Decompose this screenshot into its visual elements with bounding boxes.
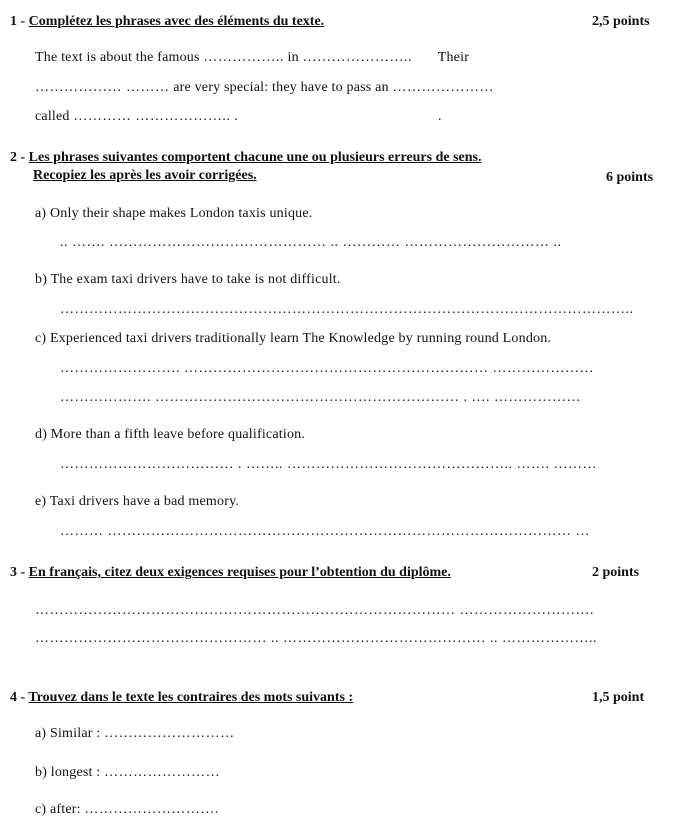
q4-number: 4 -	[10, 690, 26, 705]
q2-item-c: c) Experienced taxi drivers traditionally learn The Knowledge by running round London.	[35, 331, 552, 346]
q1-blank-5[interactable]: ………… ……………….. .	[73, 109, 239, 124]
q1-line-1	[35, 50, 469, 66]
q2-item-c-answer-1[interactable]: ……………………. ……………………………………………………… …………………	[60, 361, 594, 376]
q1-line1-text-c: Their	[437, 50, 470, 65]
q1-blank-3[interactable]: ……………… ………	[35, 80, 170, 95]
q1-title: Complétez les phrases avec des éléments du texte.	[28, 14, 325, 29]
q1-number: 1 -	[10, 14, 26, 29]
q3-answer-1[interactable]: …………………………………………………………………………… ……………………….	[35, 603, 594, 618]
q1-line1-text-b: in	[287, 50, 299, 65]
q1-line1-text-a: The text is about the famous	[35, 50, 200, 65]
q3-number: 3 -	[10, 565, 26, 580]
q2-item-a-answer[interactable]: .. ……. ……………………………………… .. ………… ………………………… ..	[60, 235, 562, 250]
q1-points: 2,5 points	[592, 14, 650, 29]
q4-item-b-blank[interactable]: ……………………	[104, 765, 221, 780]
q4-item-c-label: c) after:	[35, 802, 81, 817]
q4-item-a-label: a) Similar :	[35, 726, 101, 741]
q2-title-line2: Recopiez les après les avoir corrigées.	[33, 168, 257, 183]
q4-heading	[10, 690, 353, 706]
q4-title: Trouvez dans le texte les contraires des mots suivants :	[28, 690, 354, 705]
q2-item-e: e) Taxi drivers have a bad memory.	[35, 494, 240, 509]
q1-line-2	[35, 80, 494, 96]
q4-points: 1,5 point	[592, 690, 645, 705]
q2-item-b-answer[interactable]: ………………………………………………………………………………………………………..	[60, 302, 634, 317]
q2-heading-line2	[33, 168, 257, 184]
q3-heading	[10, 565, 451, 581]
q4-item-a	[35, 726, 235, 742]
q4-item-b	[35, 765, 220, 781]
q1-line3-end: .	[438, 109, 442, 124]
q1-line2-text-a: are very special: they have to pass an	[173, 80, 389, 95]
q4-item-c-blank[interactable]: ……………………….	[84, 802, 219, 817]
q1-heading	[10, 14, 324, 30]
q2-item-e-answer[interactable]: ……… …………………………………………………………………………………… …	[60, 524, 590, 539]
q2-heading	[10, 150, 481, 166]
q1-blank-2[interactable]: …………………..	[302, 50, 413, 65]
q2-number: 2 -	[10, 150, 26, 165]
q2-title-line1: Les phrases suivantes comportent chacune une ou plusieurs erreurs de sens.	[28, 150, 482, 165]
q2-item-b: b) The exam taxi drivers have to take is not difficult.	[35, 272, 341, 287]
q1-line-3	[35, 109, 238, 125]
q1-blank-4[interactable]: …………………	[392, 80, 494, 95]
q2-item-c-answer-2[interactable]: ………………. ……………………………………………………… . …. ………………	[60, 390, 581, 405]
q2-points: 6 points	[606, 170, 654, 185]
q3-points: 2 points	[592, 565, 640, 580]
q3-answer-2[interactable]: ………………………………………… .. …………………………………… .. ………………..	[35, 631, 597, 646]
q2-item-a: a) Only their shape makes London taxis unique.	[35, 206, 313, 221]
q3-title: En français, citez deux exigences requises pour l’obtention du diplôme.	[28, 565, 451, 580]
q1-blank-1[interactable]: ……………..	[203, 50, 284, 65]
q4-item-c	[35, 802, 219, 818]
q1-line3-text-a: called	[35, 109, 70, 124]
q4-item-b-label: b) longest :	[35, 765, 101, 780]
q2-item-d-answer[interactable]: ……………………………… . …….. ……………………………………….. ……. ………	[60, 457, 597, 472]
q2-item-d: d) More than a fifth leave before qualification.	[35, 427, 306, 442]
q4-item-a-blank[interactable]: ………………………	[104, 726, 235, 741]
